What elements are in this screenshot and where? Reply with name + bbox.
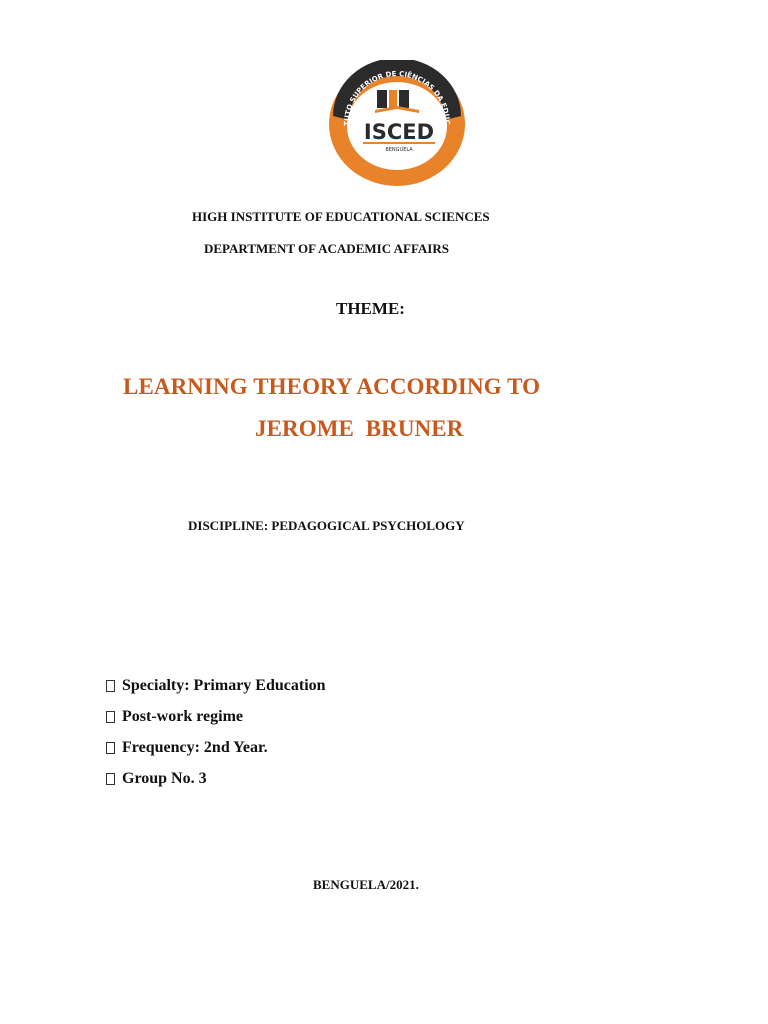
- detail-item-text: Specialty: Primary Education: [122, 677, 326, 694]
- document-title-line-2: JEROME BRUNER: [255, 416, 464, 441]
- bullet-box-icon: [106, 711, 115, 723]
- document-title-line-1: LEARNING THEORY ACCORDING TO: [123, 374, 541, 399]
- svg-text:BENGUELA: BENGUELA: [385, 147, 413, 153]
- detail-item-text: Post-work regime: [122, 708, 243, 725]
- svg-text:ENSINO INVESTIGAÇÃO E DESENVOL: SINO INVESTIGAÇÃO E DESENVOLVIMEN: [350, 128, 444, 168]
- detail-item-text: Group No. 3: [122, 770, 207, 787]
- detail-item-frequency: [106, 739, 268, 757]
- institute-name: HIGH INSTITUTE OF EDUCATIONAL SCIENCES: [192, 209, 490, 224]
- institution-logo: [327, 60, 467, 188]
- detail-item-group: [106, 770, 207, 788]
- discipline-line: DISCIPLINE: PEDAGOGICAL PSYCHOLOGY: [188, 518, 465, 533]
- bullet-box-icon: [106, 773, 115, 785]
- theme-label: THEME:: [336, 299, 405, 318]
- department-name: DEPARTMENT OF ACADEMIC AFFAIRS: [204, 241, 449, 256]
- isced-seal-icon: [327, 60, 467, 188]
- svg-text:INSTITUTO SUPERIOR DE CIÊNCIAS: TUTO SUPERIOR DE CIÊNCIAS DA EDUC: [342, 69, 452, 126]
- detail-item-regime: [106, 708, 243, 726]
- detail-item-specialty: [106, 677, 326, 695]
- svg-text:ISCED: ISCED: [363, 120, 435, 144]
- place-and-year: BENGUELA/2021.: [313, 877, 419, 892]
- bullet-box-icon: [106, 742, 115, 754]
- detail-item-text: Frequency: 2nd Year.: [122, 739, 268, 756]
- bullet-box-icon: [106, 680, 115, 692]
